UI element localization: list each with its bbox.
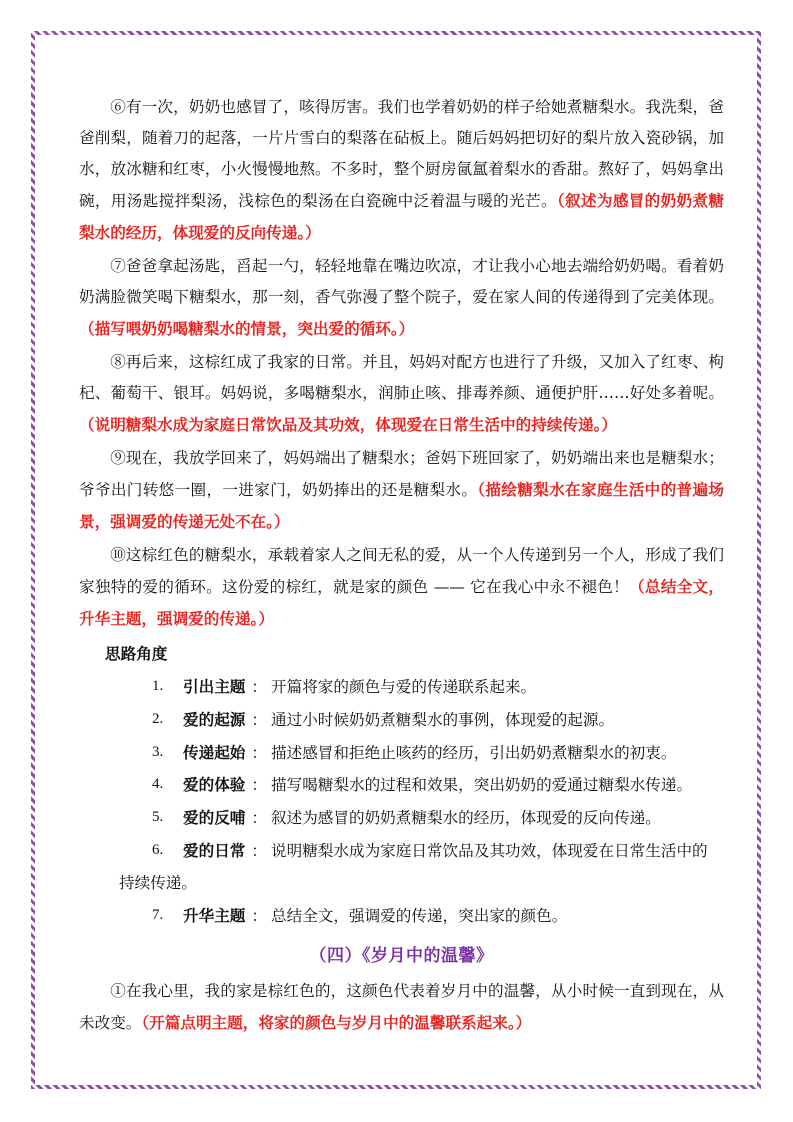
- paragraph-text: ⑥有一次，奶奶也感冒了，咳得厉害。我们也学着奶奶的样子给她煮糖梨水。我洗梨，爸爸削梨，随着刀的起落，一片片雪白的梨落在砧板上。随后妈妈把切好的梨片放入瓷砂锅，加水，放冰糖和红枣，小火慢慢地熬。不多时，整个厨房氤氲着梨水的香甜。熬好了，妈妈拿出碗，用汤匙搅拌梨汤，浅棕色的梨汤在白瓷碗中泛着温与暖的光芒。: [79, 98, 724, 210]
- list-desc: 描述感冒和拒绝止咳药的经历，引出奶奶煮糖梨水的初衷。: [271, 743, 677, 762]
- list-item: [79, 900, 724, 933]
- list-term: 爱的反哺: [183, 808, 246, 828]
- annotation-note: （开篇点明主题，将家的颜色与岁月中的温馨联系起来。）: [141, 1013, 532, 1033]
- list-number: 6.: [152, 841, 164, 858]
- paragraph-8: [79, 347, 724, 441]
- paragraph-text: ⑩这棕红色的糖梨水，承载着家人之间无私的爱，从一个人传递到另一个人，形成了我们家独特的爱的循环。这份爱的棕红，就是家的颜色 —— 它在我心中永不褪色！: [79, 546, 724, 596]
- list-colon: ：: [251, 809, 267, 828]
- list-item: [79, 671, 724, 704]
- paragraph-text: ⑦爸爸拿起汤匙，舀起一勺，轻轻地靠在嘴边吹凉，才让我小心地去端给奶奶喝。看着奶奶满脸微笑喝下糖梨水，那一刻，香气弥漫了整个院子，爱在家人间的传递得到了完美体现。: [79, 257, 724, 306]
- list-number: 4.: [152, 776, 164, 793]
- list-term: 爱的体验: [183, 775, 246, 795]
- list-desc: 通过小时候奶奶煮糖梨水的事例，体现爱的起源。: [271, 710, 615, 729]
- outline-list: [79, 671, 724, 932]
- list-colon: ：: [251, 710, 267, 729]
- list-desc: 描写喝糖梨水的过程和效果，突出奶奶的爱通过糖梨水传递。: [271, 776, 693, 795]
- list-colon: ：: [251, 841, 267, 860]
- annotation-note: （描写喂奶奶喝糖梨水的情景，突出爱的循环。）: [79, 319, 415, 338]
- list-item: [79, 802, 724, 835]
- section-heading: （四）《岁月中的温馨》: [309, 946, 494, 967]
- list-desc: 说明糖梨水成为家庭日常饮品及其功效，体现爱在日常生活中的: [271, 841, 708, 860]
- list-number: 5.: [152, 809, 164, 826]
- section-title: 思路角度: [105, 644, 168, 663]
- list-colon: ：: [251, 906, 267, 925]
- paragraph-9: [79, 443, 724, 538]
- list-desc: 开篇将家的颜色与爱的传递联系起来。: [271, 678, 537, 696]
- list-colon: ：: [251, 776, 267, 795]
- list-desc: 叙述为感冒的奶奶煮糖梨水的经历，体现爱的反向传递。: [271, 809, 661, 828]
- paragraph-7: [79, 251, 724, 345]
- list-number: 7.: [152, 906, 164, 923]
- annotation-note: （描绘糖梨水在家庭生活中的普遍场景，强调爱的传递无处不在。）: [79, 480, 724, 531]
- list-term: 爱的起源: [183, 709, 246, 729]
- paragraph-text: ⑨现在，我放学回来了，妈妈端出了糖梨水；爸妈下班回家了，奶奶端出来也是糖梨水；爷爷出门转悠一圈，一进家门，奶奶捧出的还是糖梨水。: [79, 449, 724, 499]
- list-number: 1.: [152, 678, 164, 694]
- paragraph-1: [79, 976, 724, 1039]
- paragraph-text: ⑧再后来，这棕红成了我家的日常。并且，妈妈对配方也进行了升级，又加入了红枣、枸杞、葡萄干、银耳。妈妈说，多喝糖梨水，润肺止咳、排毒养颜、通便护肝……好处多着呢。: [79, 353, 724, 402]
- list-term: 引出主题: [183, 677, 246, 696]
- document-body: [79, 92, 724, 1039]
- paragraph-6: [79, 92, 724, 249]
- list-number: 2.: [152, 710, 164, 727]
- paragraph-text: ①在我心里，我的家是棕红色的，这颜色代表着岁月中的温馨，从小时候一直到现在，从未改变。: [79, 982, 724, 1033]
- list-item: [79, 769, 724, 802]
- list-item: [79, 835, 724, 900]
- paragraph-10: [79, 540, 724, 635]
- list-colon: ：: [251, 743, 267, 762]
- annotation-note: （叙述为感冒的奶奶煮糖梨水的经历，体现爱的反向传递。）: [79, 191, 724, 242]
- list-term: 爱的日常: [183, 840, 246, 860]
- list-term: 升华主题: [183, 905, 246, 925]
- list-number: 3.: [152, 743, 164, 760]
- list-colon: ：: [251, 678, 267, 696]
- list-item: [79, 737, 724, 770]
- list-desc: 总结全文，强调爱的传递，突出家的颜色。: [271, 906, 568, 925]
- annotation-note: （说明糖梨水成为家庭日常饮品及其功效，体现爱在日常生活中的持续传递。）: [79, 415, 617, 434]
- list-item: [79, 704, 724, 737]
- list-term: 传递起始: [183, 742, 246, 762]
- annotation-note: （总结全文，升华主题，强调爱的传递。）: [79, 577, 724, 628]
- list-desc-continuation: 持续传递。: [119, 873, 197, 892]
